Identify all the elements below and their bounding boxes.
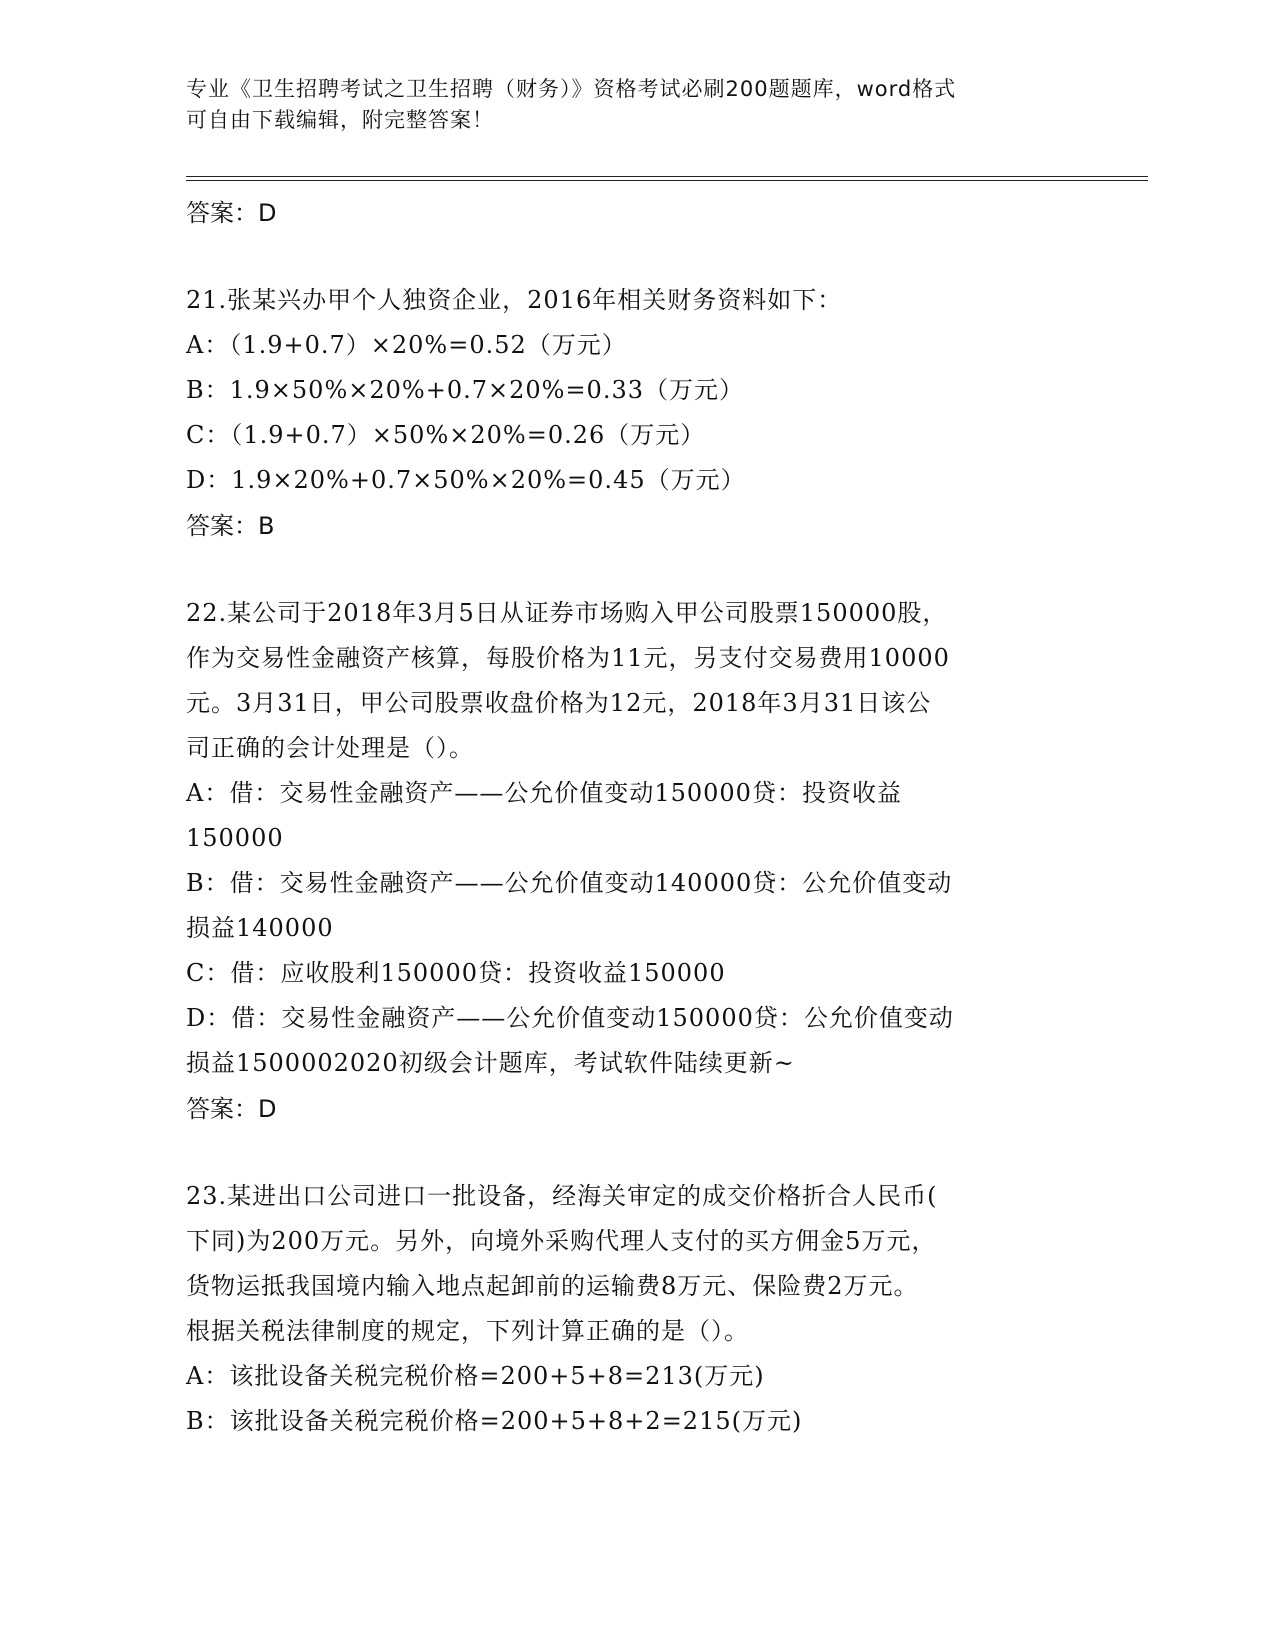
question-22-option-c: C：借：应收股利150000贷：投资收益150000 (186, 959, 726, 987)
question-22-text-line-1: 22.某公司于2018年3月5日从证券市场购入甲公司股票150000股， (186, 599, 948, 627)
question-22-option-a-line-1: A：借：交易性金融资产——公允价值变动150000贷：投资收益 (186, 779, 902, 807)
header-divider-top (186, 176, 1148, 177)
question-23-option-b: B：该批设备关税完税价格=200+5+8+2=215(万元) (186, 1407, 803, 1435)
question-23-text-line-2: 下同)为200万元。另外，向境外采购代理人支付的买方佣金5万元， (186, 1227, 937, 1255)
question-22 (186, 591, 1086, 1132)
header-line-2: 可自由下载编辑，附完整答案！ (186, 108, 494, 132)
question-22-text-line-3: 元。3月31日，甲公司股票收盘价格为12元，2018年3月31日该公 (186, 689, 932, 717)
document-header (186, 74, 1056, 136)
question-22-text-line-2: 作为交易性金融资产核算，每股价格为11元，另支付交易费用10000 (186, 644, 950, 672)
header-divider-bottom (186, 180, 1148, 181)
header-line-1: 专业《卫生招聘考试之卫生招聘（财务）》资格考试必刷200题题库，word格式 (186, 77, 957, 101)
question-22-text-line-4: 司正确的会计处理是（）。 (186, 734, 474, 762)
answer-previous: 答案：D (186, 199, 277, 227)
question-23-text-line-3: 货物运抵我国境内输入地点起卸前的运输费8万元、保险费2万元。 (186, 1272, 919, 1300)
question-22-option-b-line-1: B：借：交易性金融资产——公允价值变动140000贷：公允价值变动 (186, 869, 953, 897)
question-21-option-b: B：1.9×50%×20%+0.7×20%=0.33（万元） (186, 376, 744, 404)
question-22-option-a-line-2: 150000 (186, 824, 284, 852)
question-21-answer: 答案：B (186, 512, 275, 540)
question-22-option-b-line-2: 损益140000 (186, 914, 334, 942)
question-21-option-a: A：（1.9+0.7）×20%=0.52（万元） (186, 331, 627, 359)
question-content (186, 190, 1086, 1444)
question-23-option-a: A：该批设备关税完税价格=200+5+8=213(万元) (186, 1362, 765, 1390)
question-21 (186, 278, 1086, 549)
question-21-option-c: C：（1.9+0.7）×50%×20%=0.26（万元） (186, 421, 706, 449)
question-22-answer: 答案：D (186, 1095, 277, 1123)
question-23-text-line-1: 23.某进出口公司进口一批设备，经海关审定的成交价格折合人民币( (186, 1182, 938, 1210)
question-22-option-d-line-2: 损益1500002020初级会计题库，考试软件陆续更新~ (186, 1049, 795, 1077)
question-23 (186, 1174, 1086, 1444)
question-21-text: 21.张某兴办甲个人独资企业，2016年相关财务资料如下： (186, 286, 843, 314)
question-22-option-d-line-1: D：借：交易性金融资产——公允价值变动150000贷：公允价值变动 (186, 1004, 954, 1032)
question-23-text-line-4: 根据关税法律制度的规定，下列计算正确的是（）。 (186, 1317, 749, 1345)
question-21-option-d: D：1.9×20%+0.7×50%×20%=0.45（万元） (186, 466, 746, 494)
